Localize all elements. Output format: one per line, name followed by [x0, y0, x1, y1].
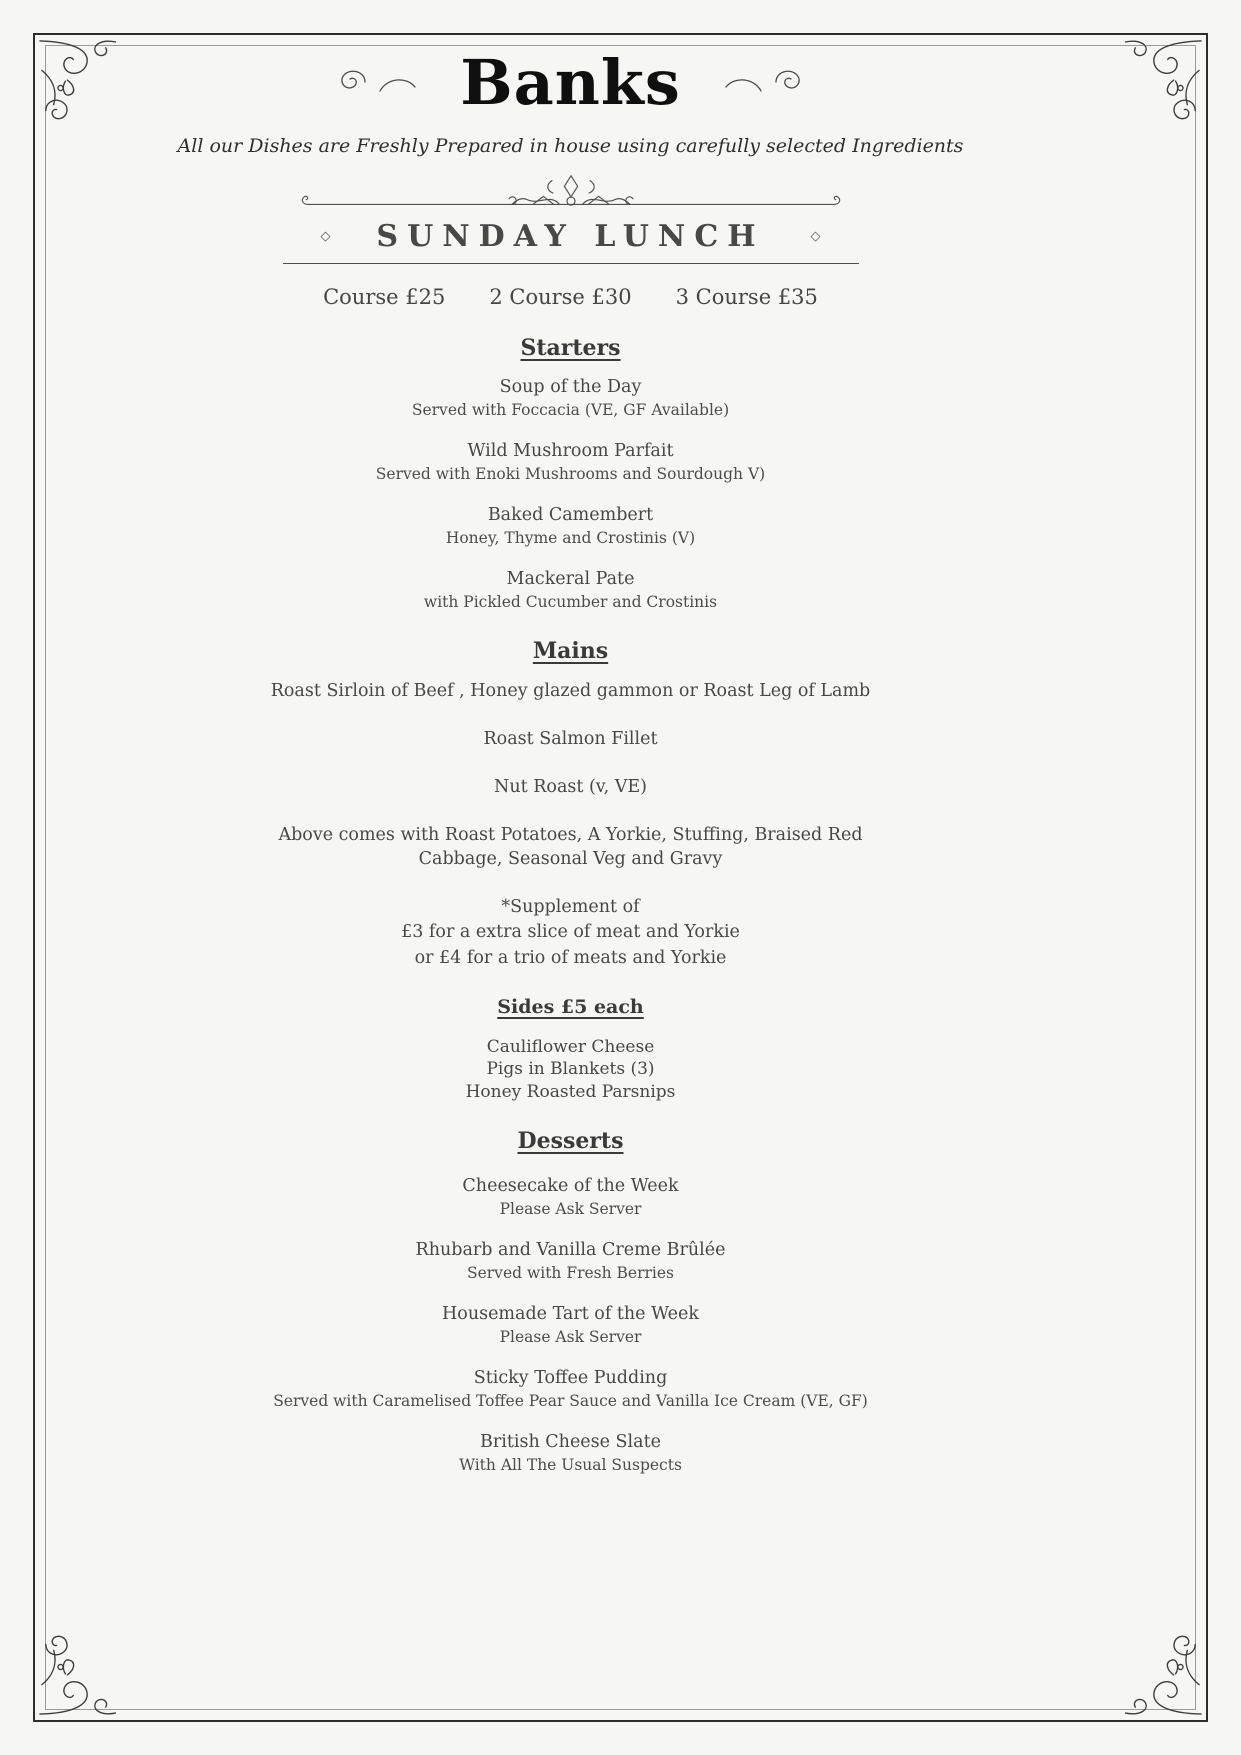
price-option-2: 2 Course £30	[489, 285, 632, 309]
section-sides	[0, 995, 1141, 1104]
dish	[0, 440, 1141, 485]
section-heading-desserts: Desserts	[517, 1128, 624, 1155]
dish-description: Honey, Thyme and Crostinis (V)	[445, 529, 696, 547]
diamond-right-icon: ◇	[810, 229, 821, 244]
section-heading-mains: Mains	[532, 638, 609, 664]
dish-description: Served with Enoki Mushrooms and Sourdough V)	[375, 465, 766, 483]
section-mains	[0, 637, 1141, 971]
dish	[0, 1367, 1141, 1412]
pricing-row	[0, 284, 1141, 310]
dish-name: Cauliflower Cheese	[486, 1036, 655, 1057]
diamond-left-icon: ◇	[320, 229, 331, 244]
menu-title: SUNDAY LUNCH	[376, 219, 765, 254]
dish-name: Honey Roasted Parsnips	[465, 1081, 676, 1102]
price-option-1: Course £25	[323, 285, 446, 309]
corner-flourish-bottom-left-icon	[37, 1616, 139, 1718]
dish-name: Nut Roast (v, VE)	[494, 777, 647, 797]
section-desserts	[0, 1127, 1141, 1476]
dish	[0, 1431, 1141, 1476]
swash-right-icon	[719, 66, 807, 100]
dish-name: Soup of the Day	[499, 377, 642, 397]
swash-left-icon	[334, 66, 422, 100]
menu-title-row	[283, 219, 859, 255]
corner-flourish-bottom-right-icon	[1102, 1616, 1204, 1718]
dish-description: Served with Foccacia (VE, GF Available)	[411, 401, 730, 419]
dish	[0, 376, 1141, 421]
supplement-line: *Supplement of	[501, 897, 640, 917]
tagline: All our Dishes are Freshly Prepared in house using carefully selected Ingredients	[177, 135, 964, 157]
dish-name: Baked Camembert	[487, 505, 654, 525]
dish-name: Roast Sirloin of Beef , Honey glazed gammon or Roast Leg of Lamb	[270, 681, 871, 701]
dish	[0, 568, 1141, 613]
section-heading-sides: Sides £5 each	[497, 995, 644, 1018]
dish-description: Served with Fresh Berries	[466, 1264, 674, 1283]
dish-name: Sticky Toffee Pudding	[473, 1368, 668, 1389]
dish-name: Pigs in Blankets (3)	[486, 1059, 655, 1080]
dish-name: Mackeral Pate	[506, 569, 635, 589]
dish-name: Roast Salmon Fillet	[483, 729, 658, 749]
dish-description: Please Ask Server	[499, 1200, 642, 1219]
supplement-line: £3 for a extra slice of meat and Yorkie	[401, 922, 740, 943]
dish-name: Housemade Tart of the Week	[442, 1304, 699, 1325]
mains-accompaniments-note: Above comes with Roast Potatoes, A Yorkie, Stuffing, Braised Red Cabbage, Seasonal Veg and Gravy	[278, 825, 863, 869]
dish-description: Served with Caramelised Toffee Pear Sauce and Vanilla Ice Cream (VE, GF)	[273, 1392, 868, 1411]
title-underline-rule	[283, 263, 859, 264]
dish-name: Wild Mushroom Parfait	[467, 441, 674, 461]
dish	[0, 1239, 1141, 1284]
brand-row	[0, 44, 1141, 122]
dish-name: Rhubarb and Vanilla Creme Brûlée	[415, 1240, 726, 1261]
dish-description: with Pickled Cucumber and Crostinis	[423, 593, 718, 611]
dish-description: Please Ask Server	[499, 1328, 642, 1347]
dish	[0, 1303, 1141, 1348]
dish	[0, 1175, 1141, 1220]
section-starters	[0, 334, 1141, 613]
supplement-note	[0, 895, 1141, 971]
dish-description: With All The Usual Suspects	[459, 1456, 682, 1475]
brand-title: Banks	[460, 46, 681, 119]
dish	[0, 504, 1141, 549]
dish-name: Cheesecake of the Week	[462, 1176, 679, 1197]
dish-name: British Cheese Slate	[480, 1432, 661, 1453]
price-option-3: 3 Course £35	[675, 285, 818, 309]
ornamental-divider-icon	[283, 173, 859, 213]
supplement-line: or £4 for a trio of meats and Yorkie	[414, 947, 727, 968]
section-heading-starters: Starters	[520, 335, 621, 361]
